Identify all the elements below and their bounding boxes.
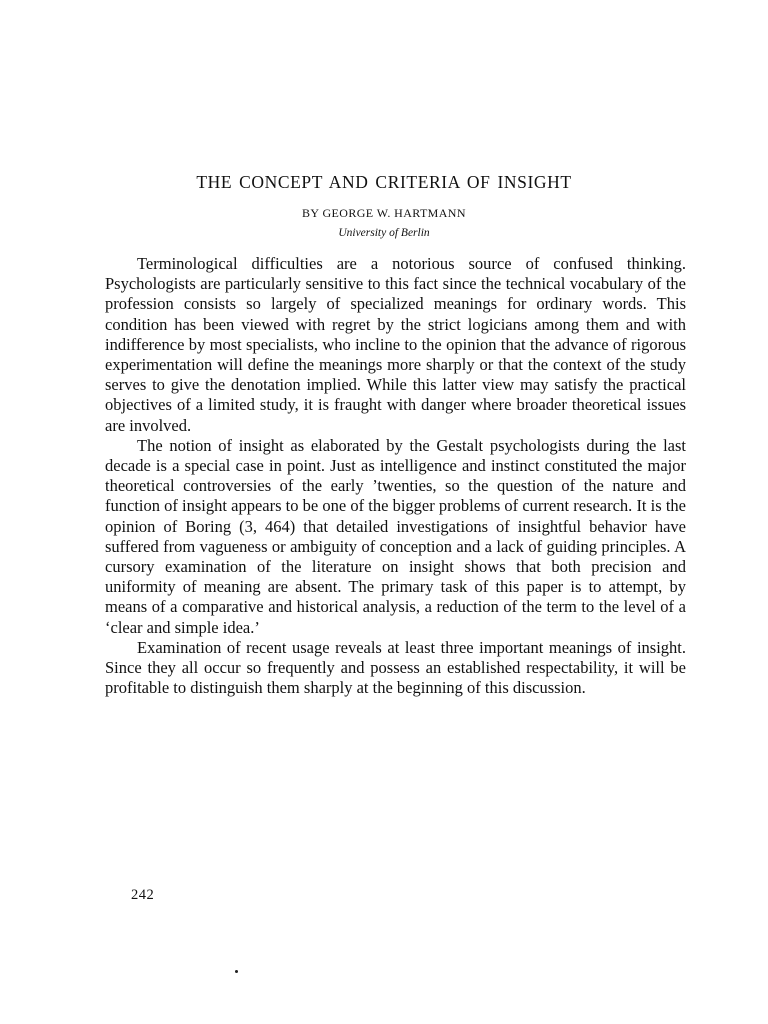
- paragraph: Examination of recent usage reveals at least three important meanings of insight. Since they all occur so frequently and possess an established respectability, it will be profitable to distinguish them sharply at the beginning of this discussion.: [105, 637, 686, 698]
- author-affiliation: University of Berlin: [338, 227, 430, 239]
- author-byline: BY GEORGE W. HARTMANN: [302, 206, 466, 220]
- page-number: 242: [131, 887, 155, 903]
- scan-speck: [235, 970, 238, 973]
- article-body: [105, 254, 686, 698]
- paragraph: Terminological difficulties are a notorious source of confused thinking. Psychologists are particularly sensitive to this fact since the technical vocabulary of the profession consists so largely of specialized meanings for ordinary words. This condition has been viewed with regret by the strict logicians among them and with indifference by most specialists, who incline to the opinion that the advance of rigorous experimentation will define the meanings more sharply or that the context of the study serves to give the denotation implied. While this latter view may satisfy the practical objectives of a limited study, it is fraught with danger where broader theoretical issues are involved.: [105, 254, 686, 435]
- paragraph: The notion of insight as elaborated by the Gestalt psychologists during the last decade is a special case in point. Just as intelligence and instinct constituted the major theoretical controversies of the early ’twenties, so the question of the nature and function of insight appears to be one of the bigger problems of current research. It is the opinion of Boring (3, 464) that detailed investigations of insightful behavior have suffered from vagueness or ambiguity of conception and a lack of guiding principles. A cursory examination of the literature on insight shows that both precision and uniformity of meaning are absent. The primary task of this paper is to attempt, by means of a comparative and historical analysis, a reduction of the term to the level of a ‘clear and simple idea.’: [105, 435, 686, 637]
- article-title: THE CONCEPT AND CRITERIA OF INSIGHT: [196, 172, 572, 192]
